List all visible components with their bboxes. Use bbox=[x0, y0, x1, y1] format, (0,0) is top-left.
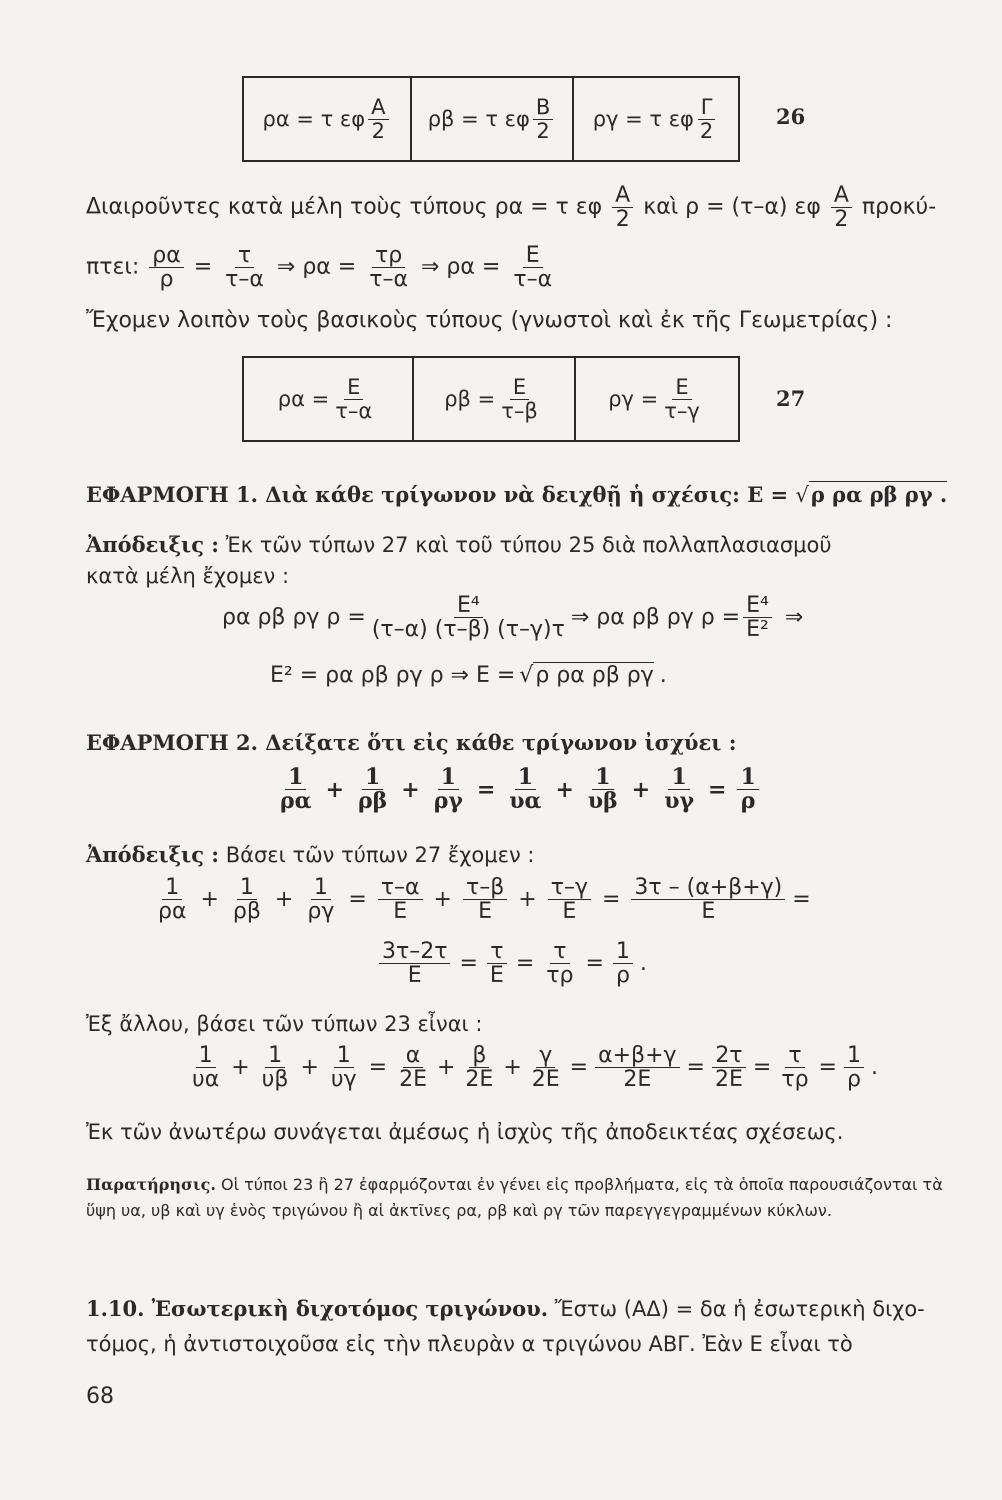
formula-text: ρα = τ εφ bbox=[262, 107, 366, 131]
numerator: Β bbox=[533, 96, 553, 119]
numerator: τ bbox=[235, 244, 254, 268]
fraction bbox=[189, 1044, 222, 1091]
fraction bbox=[498, 376, 541, 421]
fraction bbox=[369, 594, 568, 641]
formula-cell bbox=[244, 358, 414, 440]
proof-label: Ἀπόδειξις : bbox=[86, 842, 220, 867]
remark-text: Οἱ τύποι 23 ἢ 27 ἐφαρμόζονται ἐν γένει εἰς προβλήματα, εἰς τὰ ὁποῖα παρουσιάζονται τὰ ὕψη υα, υβ καὶ υγ ἑνὸς τριγώνου ἢ αἱ ἀκτῖνες ρα, ρβ καὶ ργ τῶν παρεγγεγραμμένων κύκλων. bbox=[86, 1175, 943, 1220]
numerator: α bbox=[403, 1044, 424, 1068]
numerator: 1 bbox=[162, 876, 182, 900]
fraction bbox=[462, 1044, 496, 1091]
numerator: Α bbox=[612, 184, 633, 208]
denominator: υβ bbox=[587, 788, 618, 815]
numerator: 1 bbox=[844, 1044, 864, 1068]
fraction bbox=[355, 766, 390, 813]
operator: + bbox=[436, 1055, 456, 1081]
operator: = bbox=[459, 951, 478, 977]
denominator: ργ bbox=[307, 899, 335, 925]
denominator: 2Ε bbox=[714, 1067, 743, 1093]
fraction bbox=[778, 1044, 811, 1091]
operator: = bbox=[368, 1055, 388, 1081]
text-run: καὶ ρ = (τ–α) εφ bbox=[643, 194, 821, 220]
denominator: 2 bbox=[615, 207, 630, 233]
numerator: Ε⁴ bbox=[454, 594, 483, 618]
formula-text: ργ = bbox=[608, 387, 659, 411]
proof-label: Ἀπόδειξις : bbox=[86, 532, 220, 557]
denominator: υγ bbox=[330, 1067, 357, 1093]
equation-e4 bbox=[222, 594, 803, 641]
denominator: 2Ε bbox=[399, 1067, 427, 1093]
fraction bbox=[697, 96, 716, 141]
denominator: ρ bbox=[847, 1067, 861, 1093]
equation-e2: Ε² = ρα ρβ ργ ρ ⇒ Ε = √ ρ ρα ρβ ργ . bbox=[270, 662, 667, 688]
numerator: ρα bbox=[149, 244, 183, 268]
fraction bbox=[661, 766, 697, 813]
proof-line: κατὰ μέλη ἔχομεν : bbox=[86, 564, 290, 588]
fraction bbox=[631, 876, 785, 923]
formula-text: ρβ = bbox=[444, 387, 496, 411]
operator: + bbox=[433, 887, 452, 913]
operator: = bbox=[818, 1055, 837, 1081]
fraction bbox=[585, 766, 621, 813]
numerator: 1 bbox=[515, 766, 536, 790]
fraction bbox=[259, 1044, 292, 1091]
text-line bbox=[86, 184, 936, 231]
denominator: ρβ bbox=[358, 788, 388, 815]
formula-text: ρβ = τ εφ bbox=[427, 107, 530, 131]
fraction bbox=[661, 376, 703, 421]
equation-main-claim bbox=[274, 766, 762, 813]
text-run: Βάσει τῶν τύπων 27 ἔχομεν : bbox=[225, 843, 535, 867]
denominator: τ–α bbox=[225, 267, 264, 293]
conclusion-line: Ἐκ τῶν ἀνωτέρω συνάγεται ἀμέσως ἡ ἰσχὺς τῆς ἀποδεικτέας σχέσεως. bbox=[86, 1120, 844, 1144]
fraction bbox=[548, 876, 591, 923]
denominator: ργ bbox=[433, 788, 463, 815]
numerator: 2τ bbox=[712, 1044, 745, 1068]
text-run: ρα ρβ ργ ρ = bbox=[222, 605, 366, 631]
fraction bbox=[831, 184, 852, 231]
denominator: ρ bbox=[615, 963, 630, 989]
denominator: 2Ε bbox=[465, 1067, 494, 1093]
denominator: 2 bbox=[371, 118, 386, 143]
fraction bbox=[529, 1044, 563, 1091]
application-statement: Διὰ κάθε τρίγωνον νὰ δειχθῇ ἡ σχέσις: Ε = bbox=[265, 482, 789, 507]
formula-text: ργ = τ εφ bbox=[592, 107, 694, 131]
formula-cell bbox=[576, 358, 738, 440]
operator: = bbox=[585, 951, 604, 977]
denominator: Ε² bbox=[746, 617, 769, 643]
operator: = bbox=[752, 1055, 772, 1081]
operator: + bbox=[325, 776, 344, 803]
operator: + bbox=[300, 1055, 319, 1081]
fraction bbox=[222, 244, 267, 291]
numerator: Ε bbox=[523, 244, 543, 268]
fraction bbox=[595, 1044, 679, 1091]
operator: = bbox=[569, 1055, 589, 1081]
denominator: ρ bbox=[159, 267, 174, 293]
equation-sum-heights bbox=[186, 1044, 878, 1091]
numerator: 1 bbox=[285, 766, 306, 790]
numerator: Ε bbox=[510, 376, 529, 399]
fraction bbox=[368, 96, 388, 141]
text-run: Ἐκ τῶν τύπων 27 καὶ τοῦ τύπου 25 διὰ πολλαπλασιασμοῦ bbox=[225, 533, 832, 557]
text-run: Ε² = ρα ρβ ργ ρ ⇒ Ε = bbox=[270, 662, 516, 688]
page-number: 68 bbox=[86, 1384, 114, 1409]
fraction bbox=[332, 376, 375, 421]
numerator: 1 bbox=[592, 766, 613, 790]
numerator: 3τ – (α+β+γ) bbox=[631, 876, 785, 900]
numerator: 1 bbox=[737, 766, 758, 790]
numerator: Γ bbox=[698, 96, 716, 119]
fraction bbox=[533, 96, 553, 141]
denominator: Ε bbox=[393, 899, 408, 925]
denominator: ρβ bbox=[232, 899, 261, 925]
text-run: Διαιροῦντες κατὰ μέλη τοὺς τύπους ρα = τ εφ bbox=[86, 194, 603, 220]
operator: + bbox=[518, 887, 537, 913]
denominator: Ε bbox=[562, 899, 577, 925]
application-title: ΕΦΑΡΜΟΓΗ 1. bbox=[86, 482, 258, 507]
text-run: πτει: bbox=[86, 254, 140, 280]
operator: + bbox=[555, 776, 574, 803]
denominator: τ–α bbox=[369, 267, 408, 293]
fraction bbox=[149, 244, 183, 291]
denominator: 2 bbox=[699, 118, 714, 143]
arrow: ⇒ bbox=[276, 254, 296, 280]
numerator: τ bbox=[785, 1044, 804, 1068]
numerator: 1 bbox=[237, 876, 257, 900]
numerator: γ bbox=[536, 1044, 555, 1068]
fraction bbox=[506, 766, 544, 813]
denominator: 2 bbox=[536, 118, 550, 143]
numerator: τ–α bbox=[378, 876, 423, 900]
denominator: ρα bbox=[158, 899, 187, 925]
fraction bbox=[844, 1044, 864, 1091]
fraction bbox=[378, 876, 423, 923]
section-line: τόμος, ἡ ἀντιστοιχοῦσα εἰς τὴν πλευρὰν α τριγώνου ΑΒΓ. Ἐὰν Ε εἶναι τὸ bbox=[86, 1332, 853, 1356]
text-run: προκύ- bbox=[861, 194, 937, 220]
section-title: 1.10. Ἐσωτερικὴ διχοτόμος τριγώνου. bbox=[86, 1296, 549, 1321]
formula-cell bbox=[244, 78, 412, 160]
text-run: ⇒ ρα ρβ ργ ρ = bbox=[570, 605, 741, 631]
text-run: . bbox=[870, 1055, 878, 1081]
denominator: ρ bbox=[740, 788, 756, 815]
formula-cell bbox=[412, 78, 574, 160]
equation-sum-rho bbox=[152, 876, 815, 923]
numerator: β bbox=[469, 1044, 489, 1068]
denominator: υα bbox=[509, 788, 542, 815]
denominator: τ–α bbox=[513, 267, 553, 293]
operator: + bbox=[231, 1055, 250, 1081]
denominator: Ε bbox=[701, 899, 716, 925]
formula-box-27 bbox=[242, 356, 740, 442]
numerator: τ–β bbox=[463, 876, 507, 900]
numerator: Α bbox=[368, 96, 388, 119]
numerator: 3τ–2τ bbox=[379, 940, 450, 964]
formula-cell bbox=[414, 358, 576, 440]
fraction bbox=[230, 876, 264, 923]
proof-line bbox=[86, 842, 534, 867]
numerator: τ bbox=[550, 940, 569, 964]
fraction bbox=[712, 1044, 746, 1091]
denominator: Ε bbox=[407, 963, 422, 989]
fraction bbox=[277, 766, 315, 813]
numerator: 1 bbox=[613, 940, 633, 964]
fraction bbox=[613, 940, 633, 987]
denominator: Ε bbox=[478, 899, 493, 925]
operator: = bbox=[348, 887, 367, 913]
equation-number-27: 27 bbox=[776, 386, 806, 411]
arrow: ⇒ bbox=[420, 254, 440, 280]
numerator: 1 bbox=[311, 876, 331, 900]
denominator: υβ bbox=[261, 1067, 289, 1093]
equation-number-26: 26 bbox=[776, 104, 806, 129]
numerator: 1 bbox=[196, 1044, 216, 1068]
denominator: τ–β bbox=[501, 398, 538, 423]
operator: = bbox=[792, 887, 811, 913]
denominator: Ε bbox=[489, 963, 504, 989]
text-run: Ἔστω (ΑΔ) = δα ἡ ἐσωτερικὴ διχο- bbox=[554, 1297, 925, 1321]
numerator: 1 bbox=[334, 1044, 354, 1068]
denominator: 2Ε bbox=[623, 1067, 652, 1093]
operator: + bbox=[631, 776, 651, 803]
text-line: Ἔχομεν λοιπὸν τοὺς βασικοὺς τύπους (γνωστοὶ καὶ ἐκ τῆς Γεωμετρίας) : bbox=[86, 308, 893, 333]
denominator: τ–γ bbox=[664, 398, 700, 423]
application-statement: Δείξατε ὅτι εἰς κάθε τρίγωνον ἰσχύει : bbox=[265, 730, 737, 755]
remark-paragraph bbox=[86, 1172, 956, 1224]
operator: + bbox=[503, 1055, 522, 1081]
operator: = bbox=[708, 776, 727, 803]
operator: + bbox=[200, 887, 219, 913]
fraction bbox=[155, 876, 189, 923]
text-run: ρα = bbox=[446, 254, 501, 280]
numerator: τ bbox=[487, 940, 506, 964]
denominator: 2Ε bbox=[531, 1067, 560, 1093]
operator: = bbox=[686, 1055, 705, 1081]
numerator: 1 bbox=[265, 1044, 285, 1068]
numerator: 1 bbox=[362, 766, 383, 790]
denominator: 2 bbox=[834, 207, 849, 233]
text-run: . bbox=[659, 662, 667, 688]
denominator: υγ bbox=[664, 788, 695, 815]
text-run: ρα = bbox=[302, 254, 357, 280]
sqrt-content: ρ ρα ρβ ργ bbox=[535, 663, 654, 688]
operator: = bbox=[601, 887, 621, 913]
numerator: Α bbox=[831, 184, 852, 208]
operator: = bbox=[515, 951, 535, 977]
denominator: υα bbox=[192, 1067, 220, 1093]
fraction bbox=[379, 940, 450, 987]
text-line: πτει: $\frac{\rho\alpha}{\rho}$ = $\frac{\tau}{\tau-\alpha}$ ⇒ ρα = $\frac{\tau\rho}{\tau-\alpha}$ ⇒ ρα = $\frac{E}{\tau-\alpha}$ bbox=[86, 244, 558, 291]
text-run: . bbox=[639, 951, 647, 977]
numerator: α+β+γ bbox=[595, 1044, 679, 1068]
fraction bbox=[396, 1044, 430, 1091]
application-2-heading bbox=[86, 730, 736, 755]
numerator: τρ bbox=[372, 244, 405, 268]
fraction bbox=[431, 766, 466, 813]
fraction bbox=[510, 244, 555, 291]
equation-simplify bbox=[376, 940, 647, 987]
application-title: ΕΦΑΡΜΟΓΗ 2. bbox=[86, 730, 258, 755]
operator: = bbox=[476, 776, 496, 803]
operator: + bbox=[401, 776, 420, 803]
numerator: Ε⁴ bbox=[743, 594, 772, 618]
proof-line bbox=[86, 532, 832, 557]
fraction bbox=[737, 766, 758, 813]
denominator: τ–α bbox=[335, 398, 373, 423]
arrow: ⇒ bbox=[784, 605, 804, 631]
numerator: 1 bbox=[438, 766, 459, 790]
fraction bbox=[612, 184, 633, 231]
application-1-heading: ΕΦΑΡΜΟΓΗ 1. Διὰ κάθε τρίγωνον νὰ δειχθῇ ἡ σχέσις: Ε = √ρ ρα ρβ ργ . bbox=[86, 482, 948, 507]
denominator: ρα bbox=[280, 788, 312, 815]
fraction bbox=[543, 940, 576, 987]
operator: + bbox=[274, 887, 294, 913]
denominator: τρ bbox=[781, 1067, 809, 1093]
formula-text: ρα = bbox=[277, 387, 330, 411]
text-line: Ἐξ ἄλλου, βάσει τῶν τύπων 23 εἶναι : bbox=[86, 1012, 483, 1036]
numerator: Ε bbox=[672, 376, 691, 399]
numerator: 1 bbox=[668, 766, 689, 790]
fraction bbox=[304, 876, 337, 923]
denominator: (τ–α) (τ–β) (τ–γ)τ bbox=[371, 617, 565, 643]
fraction bbox=[487, 940, 507, 987]
numerator: Ε bbox=[344, 376, 363, 399]
fraction bbox=[366, 244, 411, 291]
formula-cell bbox=[574, 78, 738, 160]
fraction bbox=[463, 876, 507, 923]
fraction bbox=[328, 1044, 360, 1091]
section-line bbox=[86, 1296, 925, 1321]
denominator: τρ bbox=[546, 963, 574, 989]
fraction bbox=[743, 594, 772, 641]
sqrt-content: ρ ρα ρβ ργ . bbox=[810, 482, 948, 507]
numerator: τ–γ bbox=[548, 876, 591, 900]
remark-label: Παρατήρησις. bbox=[86, 1175, 216, 1194]
formula-box-26 bbox=[242, 76, 740, 162]
